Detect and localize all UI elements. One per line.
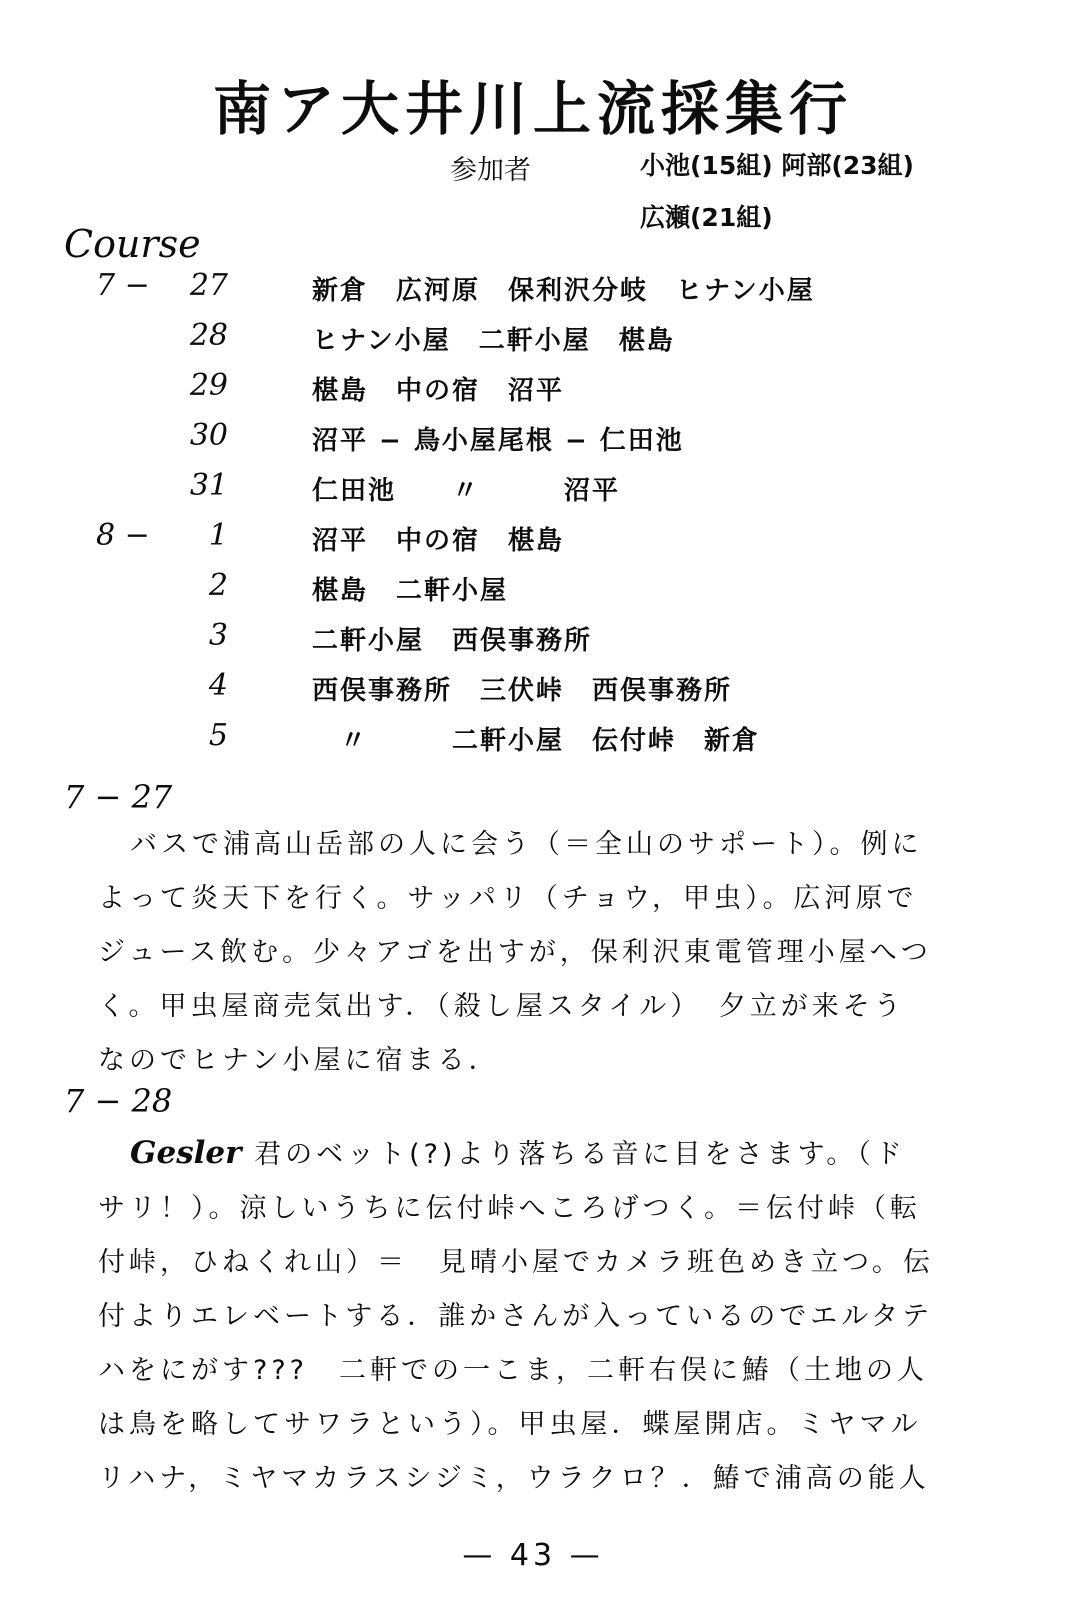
entry-heading: 7 − 27 xyxy=(64,778,173,816)
entry-line: 付よりエレベートする．誰かさんが入っているのでエルタテ xyxy=(98,1301,934,1332)
itinerary-places: ヒナン小屋 二軒小屋 椹島 xyxy=(312,326,675,356)
entry-line: バスで浦高山岳部の人に会う（＝全山のサポート）。例に xyxy=(130,829,923,860)
itinerary-day: 4 xyxy=(208,668,228,703)
itinerary-month: 7 − xyxy=(96,268,150,303)
itinerary-places: 仁田池 〃 沼平 xyxy=(312,476,621,506)
itinerary-places: 沼平 中の宿 椹島 xyxy=(312,526,565,556)
itinerary-month: 8 − xyxy=(96,518,150,553)
entry-line: ハをにがす??? 二軒での一こま，二軒右俣に鰆（土地の人 xyxy=(98,1355,928,1386)
itinerary-day: 29 xyxy=(189,368,228,403)
itinerary-day: 3 xyxy=(208,618,228,653)
itinerary-places: 〃 二軒小屋 伝付峠 新倉 xyxy=(312,726,761,756)
page-title: 南ア大井川上流採集行 xyxy=(212,75,853,143)
itinerary-places: 椹島 二軒小屋 xyxy=(312,576,509,606)
entry-line: リハナ，ミヤマカラスシジミ，ウラクロ？．鰆で浦高の能人 xyxy=(98,1463,930,1494)
itinerary-day: 1 xyxy=(208,518,228,553)
entry-line-text: 君のベット(?)より落ちる音に目をさます。（ド xyxy=(241,1139,906,1170)
participants-label: 参加者 xyxy=(450,155,531,186)
entry-body xyxy=(98,818,932,1088)
entry-line: よって炎天下を行く。サッパリ（チョウ，甲虫）。広河原で xyxy=(98,883,918,914)
itinerary-places: 西俣事務所 三伏峠 西俣事務所 xyxy=(312,676,733,706)
itinerary-places: 椹島 中の宿 沼平 xyxy=(312,376,565,406)
entry-line: なのでヒナン小屋に宿まる． xyxy=(98,1045,500,1076)
page-number: — 43 — xyxy=(462,1538,604,1573)
itinerary-day: 2 xyxy=(208,568,228,603)
entry-line: く。甲虫屋商売気出す．（殺し屋スタイル） 夕立が来そう xyxy=(98,991,905,1022)
entry-line: サリ！）。涼しいうちに伝付峠へころげつく。＝伝付峠（転 xyxy=(98,1193,921,1224)
itinerary-day: 5 xyxy=(208,718,228,753)
entry-line: ジュース飲む。少々アゴを出すが，保利沢東電管理小屋へつ xyxy=(98,937,932,968)
itinerary-day: 31 xyxy=(189,468,228,503)
itinerary-day: 30 xyxy=(189,418,228,453)
entry-line: は鳥を略してサワラという）。甲虫屋．蝶屋開店。ミヤマル xyxy=(98,1409,922,1440)
participants-line-1: 小池(15組) 阿部(23組) xyxy=(640,151,914,180)
entry-line xyxy=(98,1126,934,1182)
itinerary-day: 28 xyxy=(189,318,228,353)
itinerary-places: 沼平 − 鳥小屋尾根 − 仁田池 xyxy=(312,426,684,456)
participants-line-2: 広瀬(21組) xyxy=(640,203,773,232)
itinerary-places: 二軒小屋 西俣事務所 xyxy=(312,626,593,656)
itinerary-places: 新倉 広河原 保利沢分岐 ヒナン小屋 xyxy=(312,276,815,306)
entry-heading: 7 − 28 xyxy=(64,1082,173,1120)
course-heading: Course xyxy=(64,222,201,266)
itinerary-day: 27 xyxy=(189,268,228,303)
entry-line: 付峠，ひねくれ山）＝ 見晴小屋でカメラ班色めき立つ。伝 xyxy=(98,1247,934,1278)
handwritten-name: Gesler xyxy=(130,1135,242,1171)
entry-body xyxy=(98,1126,934,1506)
